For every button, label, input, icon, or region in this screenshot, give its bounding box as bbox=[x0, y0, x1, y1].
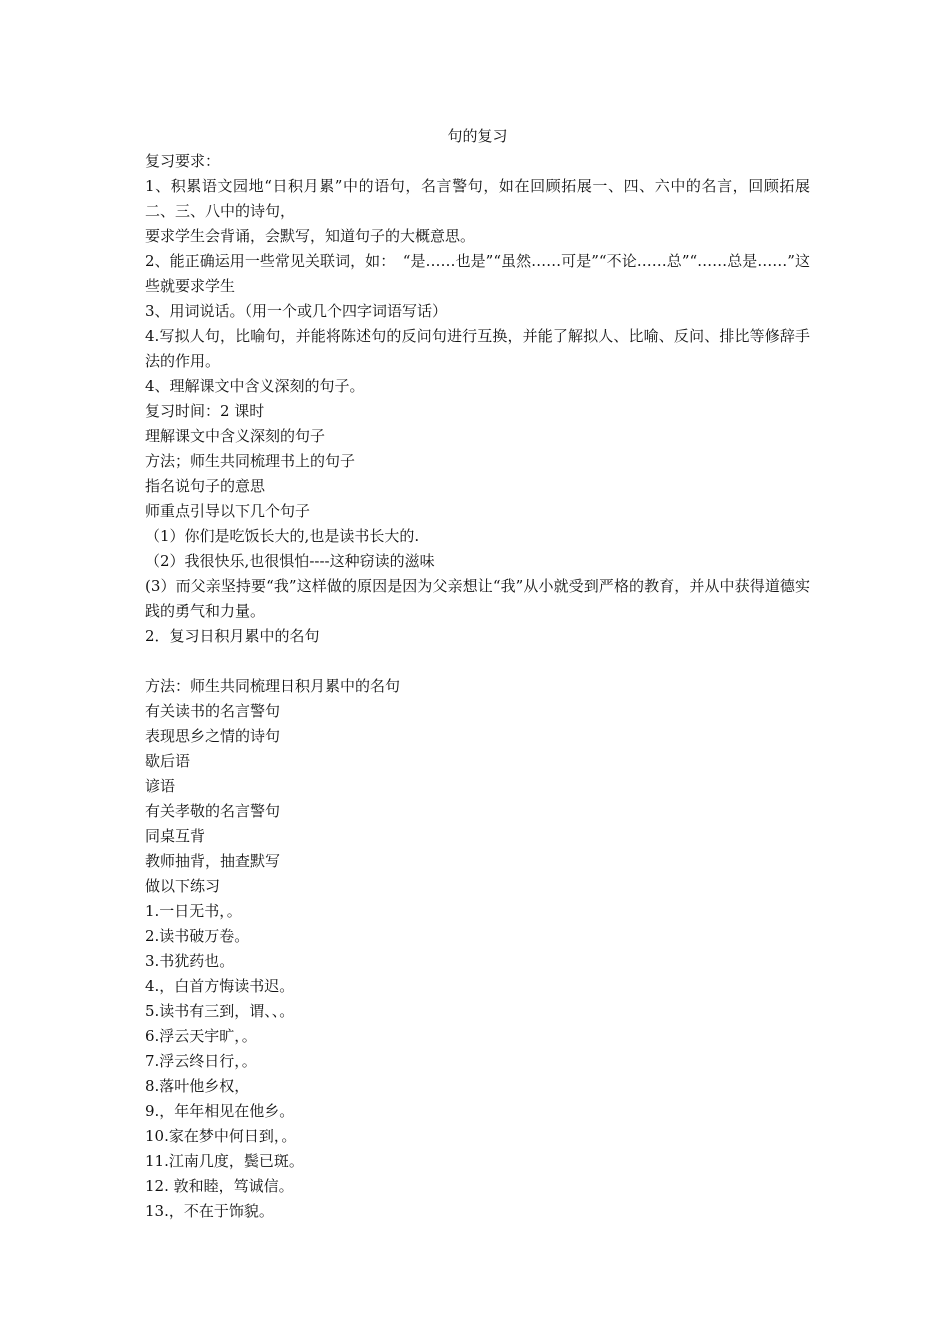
exercise-item: 4.，白首方悔读书迟。 bbox=[145, 977, 295, 995]
text-line: 2．复习日积月累中的名句 bbox=[145, 627, 320, 645]
exercise-item: 7.浮云终日行，。 bbox=[145, 1052, 257, 1070]
exercise-item: 2.读书破万卷。 bbox=[145, 927, 250, 945]
text-line: 方法；师生共同梳理书上的句子 bbox=[145, 452, 356, 470]
exercise-item: 5.读书有三到，谓、、。 bbox=[145, 1002, 295, 1020]
text-line: 有关孝敬的名言警句 bbox=[145, 802, 281, 820]
text-line: (3）而父亲坚持要“我”这样做的原因是因为父亲想让“我”从小就受到严格的教育，并从中获得道德实践的勇气和力量。 bbox=[145, 577, 810, 620]
exercise-item: 3.书犹药也。 bbox=[145, 952, 235, 970]
text-line: 3、用词说话。（用一个或几个四字词语写话） bbox=[145, 302, 448, 320]
text-line: 有关读书的名言警句 bbox=[145, 702, 281, 720]
text-line: （2）我很快乐,也很惧怕----这种窃读的滋味 bbox=[145, 552, 435, 570]
text-line: 指名说句子的意思 bbox=[145, 477, 266, 495]
exercise-item: 13.，不在于饰貌。 bbox=[145, 1202, 274, 1220]
text-line: 1、积累语文园地“日积月累”中的语句，名言警句，如在回顾拓展一、四、六中的名言，回顾拓展二、三、八中的诗句， bbox=[145, 177, 810, 220]
exercise-item: 12. 敦和睦，笃诚信。 bbox=[145, 1177, 294, 1195]
text-line: 4.写拟人句，比喻句，并能将陈述句的反问句进行互换，并能了解拟人、比喻、反问、排比等修辞手法的作用。 bbox=[145, 327, 810, 370]
text-line: 方法：师生共同梳理日积月累中的名句 bbox=[145, 677, 401, 695]
text-line: 歇后语 bbox=[145, 752, 191, 770]
text-line: 教师抽背，抽查默写 bbox=[145, 852, 281, 870]
text-line: 2、能正确运用一些常见关联词，如： “是……也是”“虽然……可是”“不论……总”“……总是……”这些就要求学生 bbox=[145, 252, 810, 295]
blank-line bbox=[145, 649, 810, 674]
document-page bbox=[145, 124, 810, 1224]
exercise-item: 11.江南几度，鬓已斑。 bbox=[145, 1152, 304, 1170]
exercise-item: 10.家在梦中何日到，。 bbox=[145, 1127, 297, 1145]
text-line: 要求学生会背诵，会默写，知道句子的大概意思。 bbox=[145, 227, 476, 245]
exercise-item: 1.一日无书，。 bbox=[145, 902, 242, 920]
text-line: 做以下练习 bbox=[145, 877, 221, 895]
text-line: 谚语 bbox=[145, 777, 176, 795]
text-line: 4、理解课文中含义深刻的句子。 bbox=[145, 377, 365, 395]
exercise-item: 9.，年年相见在他乡。 bbox=[145, 1102, 295, 1120]
text-line: 复习要求： bbox=[145, 152, 221, 170]
exercise-item: 8.落叶他乡权， bbox=[145, 1077, 250, 1095]
document-title: 句的复习 bbox=[447, 127, 508, 145]
exercise-item: 6.浮云天宇旷，。 bbox=[145, 1027, 257, 1045]
text-line: 复习时间：2 课时 bbox=[145, 402, 265, 420]
text-line: （1）你们是吃饭长大的,也是读书长大的. bbox=[145, 527, 420, 545]
text-line: 同桌互背 bbox=[145, 827, 206, 845]
text-line: 表现思乡之情的诗句 bbox=[145, 727, 281, 745]
text-line: 理解课文中含义深刻的句子 bbox=[145, 427, 326, 445]
text-line: 师重点引导以下几个句子 bbox=[145, 502, 311, 520]
